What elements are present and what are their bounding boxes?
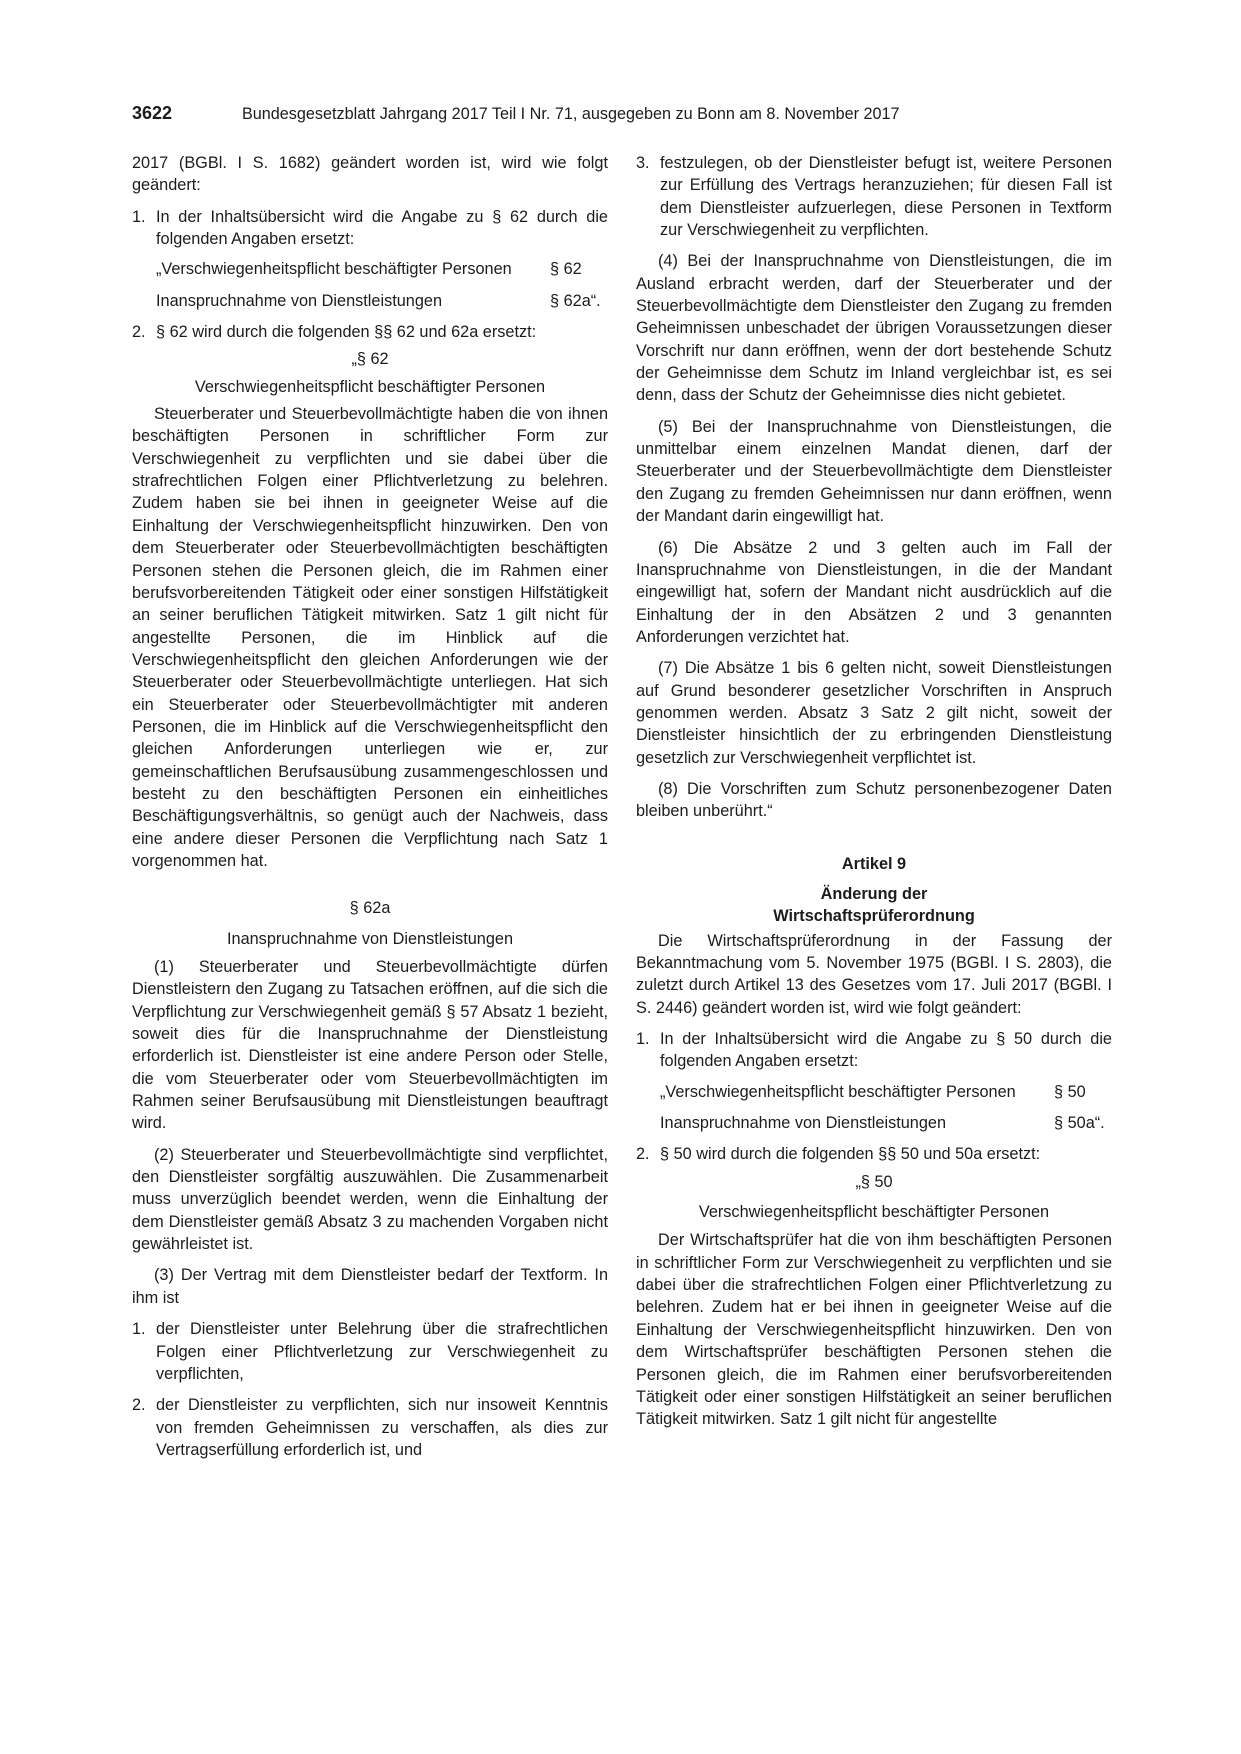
paragraph-abs6: (6) Die Absätze 2 und 3 gelten auch im Fall der Inanspruchnahme von Dienstleistungen, in die der Mandant eingewilligt hat, sofern der Mandant nicht ausdrücklich auf die Einhaltung der in den Absätzen 2 und 3 genannten Anforderungen verzichtet hat. [636, 538, 1112, 646]
toc-label: Inanspruchnahme von Dienstleistungen [156, 291, 443, 310]
list-number: 2. [636, 1145, 650, 1164]
list-text: § 50 wird durch die folgenden §§ 50 und 50a ersetzt: [660, 1145, 1041, 1164]
section-number: „§ 50 [855, 1172, 893, 1191]
toc-table [156, 258, 608, 312]
section-title: Inanspruchnahme von Dienstleistungen [226, 929, 513, 948]
article-title-line1: Änderung der [820, 884, 928, 903]
right-column [636, 152, 1112, 1431]
list-item [636, 152, 1112, 241]
list-text: festzulegen, ob der Dienstleister befugt ist, weitere Personen zur Erfüllung des Vertrags heranzuziehen; für diesen Fall ist dem Dienstleister aufzuerlegen, diese Personen in Textform zur Verschwiegenheit zu verpflichten. [660, 154, 1112, 240]
list-item [132, 321, 608, 343]
article-intro: Die Wirtschaftsprüferordnung in der Fassung der Bekanntmachung vom 5. November 1975 (BGBl. I S. 2803), die zuletzt durch Artikel 13 des Gesetzes vom 17. Juli 2017 (BGBl. I S. 2446) geändert worden ist, wird wie folgt geändert: [636, 931, 1112, 1017]
article-label: Artikel 9 [841, 854, 907, 873]
list-number: 1. [636, 1030, 650, 1049]
paragraph-abs2: (2) Steuerberater und Steuerbevollmächtigte sind verpflichtet, den Dienstleister sorgfältig auszuwählen. Die Zusammenarbeit muss unverzüglich beendet werden, wenn die Einhaltung der dem Dienstleister gemäß Absatz 3 zu machenden Vorgaben nicht gewährleistet ist. [132, 1145, 608, 1254]
section-number: „§ 62 [351, 350, 389, 369]
toc-ref: § 62a“. [550, 291, 601, 310]
list-item [132, 206, 608, 251]
toc-row [156, 290, 608, 312]
section-number: § 62a [349, 899, 391, 918]
toc-ref: § 50a“. [1054, 1114, 1105, 1133]
page-number: 3622 [132, 103, 173, 123]
section-paragraph: Steuerberater und Steuerbevollmächtigte haben die von ihnen beschäftigten Personen in schriftlicher Form zur Verschwiegenheit zu verpflichten und sie dabei über die strafrechtlichen Folgen einer Pflichtverletzung zu belehren. Zudem haben sie bei ihnen in geeigneter Weise auf die Einhaltung der Verschwiegenheitspflicht hinzuwirken. Den von dem Steuerberater oder Steuerbevollmächtigten beschäftigten Personen stehen die Personen gleich, die im Rahmen einer berufsvorbereitenden Tätigkeit oder einer sonstigen Hilfstätigkeit an seiner beruflichen Tätigkeit mitwirken. Satz 1 gilt nicht für angestellte Personen, die im Hinblick auf die Verschwiegenheitspflicht den gleichen Anforderungen wie der Steuerberater oder Steuerbevollmächtigte unterliegen. Hat sich ein Steuerberater oder Steuerbevollmächtigter mit anderen Personen, die im Hinblick auf die Verschwiegenheitspflicht den gleichen Anforderungen unterliegen wie er, zur gemeinschaftlichen Berufsausübung zusammengeschlossen und besteht zu den beschäftigten Personen ein einheitliches Beschäftigungsverhältnis, so genügt auch der Nachweis, dass eine andere dieser Personen die Verpflichtung nach Satz 1 vorgenommen hat. [132, 405, 608, 870]
gazette-title: Bundesgesetzblatt Jahrgang 2017 Teil I Nr. 71, ausgegeben zu Bonn am 8. November 2017 [242, 105, 900, 123]
list-item [132, 1394, 608, 1461]
paragraph-abs7: (7) Die Absätze 1 bis 6 gelten nicht, soweit Dienstleistungen auf Grund besonderer gesetzlicher Vorschriften in Anspruch genommen werden. Absatz 3 Satz 2 gilt nicht, soweit der Dienstleister hinsichtlich der zu erbringenden Dienstleistung gesetzlich zur Verschwiegenheit verpflichtet ist. [636, 659, 1112, 767]
list-number: 1. [132, 207, 146, 226]
toc-row [156, 258, 608, 280]
article-title-line2: Wirtschaftsprüferordnung [773, 907, 975, 926]
left-column [132, 152, 608, 1461]
section-title: Verschwiegenheitspflicht beschäftigter Personen [698, 1203, 1050, 1222]
intro-text: 2017 (BGBl. I S. 1682) geändert worden ist, wird wie folgt geändert: [132, 154, 608, 195]
toc-ref: § 62 [550, 260, 582, 279]
paragraph-abs1: (1) Steuerberater und Steuerbevollmächtigte dürfen Dienstleistern den Zugang zu Tatsachen eröffnen, auf die sich die Verpflichtung zur Verschwiegenheit gemäß § 57 Absatz 1 bezieht, soweit dies für die Inanspruchnahme der Dienstleistung erforderlich ist. Dienstleister ist eine andere Person oder Stelle, die vom Steuerberater oder vom Steuerbevollmächtigten im Rahmen seiner Berufsausübung mit Dienstleistungen beauftragt wird. [132, 958, 608, 1133]
toc-label: Inanspruchnahme von Dienstleistungen [660, 1114, 947, 1133]
list-number: 2. [132, 323, 146, 342]
toc-label: „Verschwiegenheitspflicht beschäftigter Personen [156, 260, 512, 279]
list-text: In der Inhaltsübersicht wird die Angabe zu § 50 durch die folgenden Angaben ersetzt: [660, 1030, 1112, 1071]
list-text: der Dienstleister zu verpflichten, sich nur insoweit Kenntnis von fremden Geheimnissen zu verschaffen, als dies zur Vertragserfüllung erforderlich ist, und [156, 1396, 608, 1459]
toc-row [660, 1081, 1112, 1103]
list-number: 2. [132, 1396, 146, 1415]
list-item [132, 1318, 608, 1385]
list-text: der Dienstleister unter Belehrung über die strafrechtlichen Folgen einer Pflichtverletzung zur Verschwiegenheit zu verpflichten, [156, 1320, 608, 1383]
page-header [132, 102, 1012, 128]
paragraph-abs8: (8) Die Vorschriften zum Schutz personenbezogener Daten bleiben unberührt.“ [636, 779, 1112, 821]
list-text: In der Inhaltsübersicht wird die Angabe zu § 62 durch die folgenden Angaben ersetzt: [156, 207, 608, 249]
list-item [636, 1028, 1112, 1073]
list-number: 1. [132, 1320, 146, 1339]
toc-ref: § 50 [1054, 1082, 1086, 1101]
toc-table [660, 1081, 1112, 1135]
paragraph-abs3: (3) Der Vertrag mit dem Dienstleister bedarf der Textform. In ihm ist [132, 1266, 608, 1307]
list-item [636, 1143, 1112, 1165]
list-text: § 62 wird durch die folgenden §§ 62 und 62a ersetzt: [156, 323, 537, 342]
section-paragraph: Der Wirtschaftsprüfer hat die von ihm beschäftigten Personen in schriftlicher Form zur Verschwiegenheit zu verpflichten und sie dabei über die strafrechtlichen Folgen einer Pflichtverletzung zu belehren. Zudem hat er bei ihnen in geeigneter Weise auf die Einhaltung der Verschwiegenheitspflicht hinzuwirken. Den von dem Wirtschaftsprüfer beschäftigten Personen stehen die Personen gleich, die im Rahmen einer berufsvorbereitenden Tätigkeit oder einer sonstigen Hilfstätigkeit an seiner beruflichen Tätigkeit mitwirken. Satz 1 gilt nicht für angestellte [636, 1231, 1112, 1429]
paragraph-abs5: (5) Bei der Inanspruchnahme von Dienstleistungen, die unmittelbar einem einzelnen Mandat dienen, darf der Steuerberater und der Steuerbevollmächtigte dem Dienstleister den Zugang zu fremden Geheimnissen nur dann eröffnen, wenn der Mandant darin eingewilligt hat. [636, 417, 1112, 526]
section-title: Verschwiegenheitspflicht beschäftigter Personen [194, 377, 546, 396]
list-number: 3. [636, 154, 650, 172]
toc-label: „Verschwiegenheitspflicht beschäftigter Personen [660, 1082, 1016, 1101]
toc-row [660, 1112, 1112, 1134]
paragraph-abs4: (4) Bei der Inanspruchnahme von Dienstleistungen, die im Ausland erbracht werden, darf der Steuerberater und der Steuerbevollmächtigte dem Dienstleister den Zugang zu fremden Geheimnissen unbeschadet der übrigen Voraussetzungen dieser Vorschrift nur dann eröffnen, wenn der dort bestehende Schutz der Geheimnisse dem Schutz im Inland vergleichbar ist, es sei denn, dass der Schutz der Geheimnisse dies nicht gebietet. [636, 252, 1112, 405]
